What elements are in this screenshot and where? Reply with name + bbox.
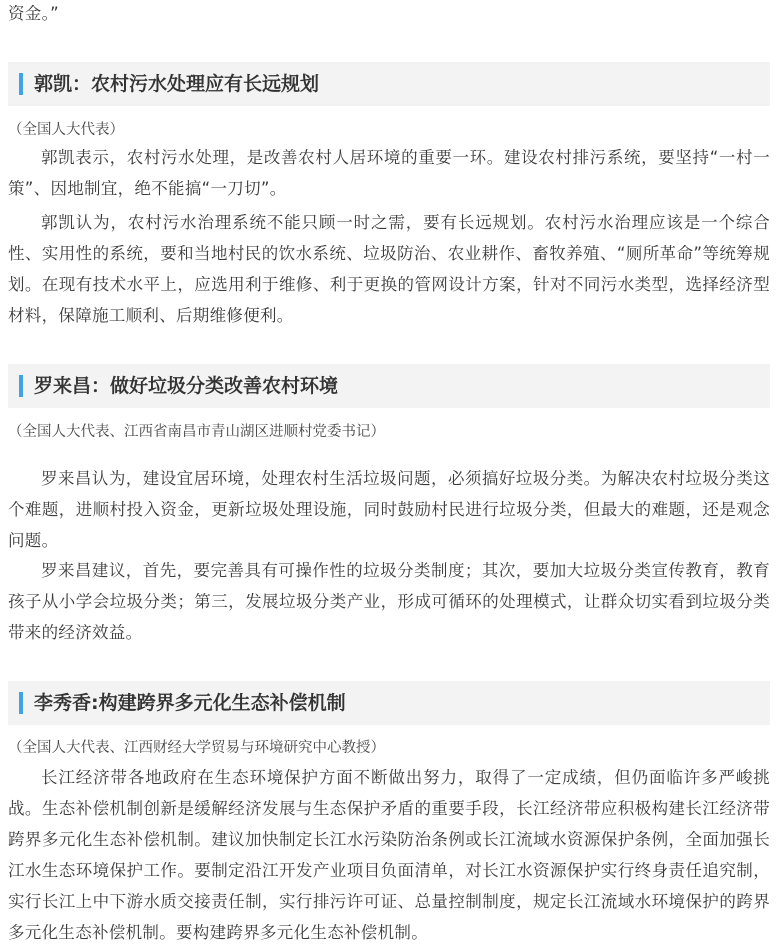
heading-accent-bar (19, 692, 23, 714)
section-subtitle: （全国人大代表、江西省南昌市青山湖区进顺村党委书记） (8, 424, 385, 440)
section-paragraph: 郭凯认为，农村污水治理系统不能只顾一时之需，要有长远规划。农村污水治理应该是一个综合性、实用性的系统，要和当地村民的饮水系统、垃圾防治、农业耕作、畜牧养殖、“厕所革命”等统筹规划。在现有技术水平上，应选用利于维修、利于更换的管网设计方案，针对不同污水类型，选择经济型材料，保障施工顺利、后期维修便利。 (8, 213, 770, 325)
intro-fragment: 资金。” (8, 4, 59, 23)
section-subtitle: （全国人大代表） (8, 122, 124, 138)
section-paragraph: 罗来昌建议，首先，要完善具有可操作性的垃圾分类制度；其次，要加大垃圾分类宣传教育，教育孩子从小学会垃圾分类；第三，发展垃圾分类产业，形成可循环的处理模式，让群众切实看到垃圾分类带来的经济效益。 (8, 561, 770, 642)
section-heading-luolaichang (8, 364, 770, 408)
heading-accent-bar (19, 73, 23, 95)
section-paragraph: 长江经济带各地政府在生态环境保护方面不断做出努力，取得了一定成绩，但仍面临许多严峻挑战。生态补偿机制创新是缓解经济发展与生态保护矛盾的重要手段，长江经济带应积极构建长江经济带跨界多元化生态补偿机制。建议加快制定长江水污染防治条例或长江流域水资源保护条例，全面加强长江水生态环境保护工作。要制定沿江开发产业项目负面清单，对长江水资源保护实行终身责任追究制，实行长江上中下游水质交接责任制，实行排污许可证、总量控制制度，规定长江流域水环境保护的跨界多元化生态补偿机制。要构建跨界多元化生态补偿机制。 (8, 768, 770, 942)
section-paragraph: 罗来昌认为，建设宜居环境，处理农村生活垃圾问题，必须搞好垃圾分类。为解决农村垃圾分类这个难题，进顺村投入资金，更新垃圾处理设施，同时鼓励村民进行垃圾分类，但最大的难题，还是观念问题。 (8, 469, 770, 550)
section-subtitle: （全国人大代表、江西财经大学贸易与环境研究中心教授） (8, 740, 385, 756)
section-heading-lixiuxiang (8, 681, 770, 725)
heading-accent-bar (19, 375, 23, 397)
section-title: 李秀香:构建跨界多元化生态补偿机制 (34, 692, 346, 714)
section-title: 罗来昌：做好垃圾分类改善农村环境 (34, 375, 339, 397)
section-paragraph: 郭凯表示，农村污水处理，是改善农村人居环境的重要一环。建设农村排污系统，要坚持“一村一策”、因地制宜，绝不能搞“一刀切”。 (8, 148, 770, 198)
section-title: 郭凯：农村污水处理应有长远规划 (34, 73, 320, 95)
section-heading-guokai (8, 62, 770, 106)
